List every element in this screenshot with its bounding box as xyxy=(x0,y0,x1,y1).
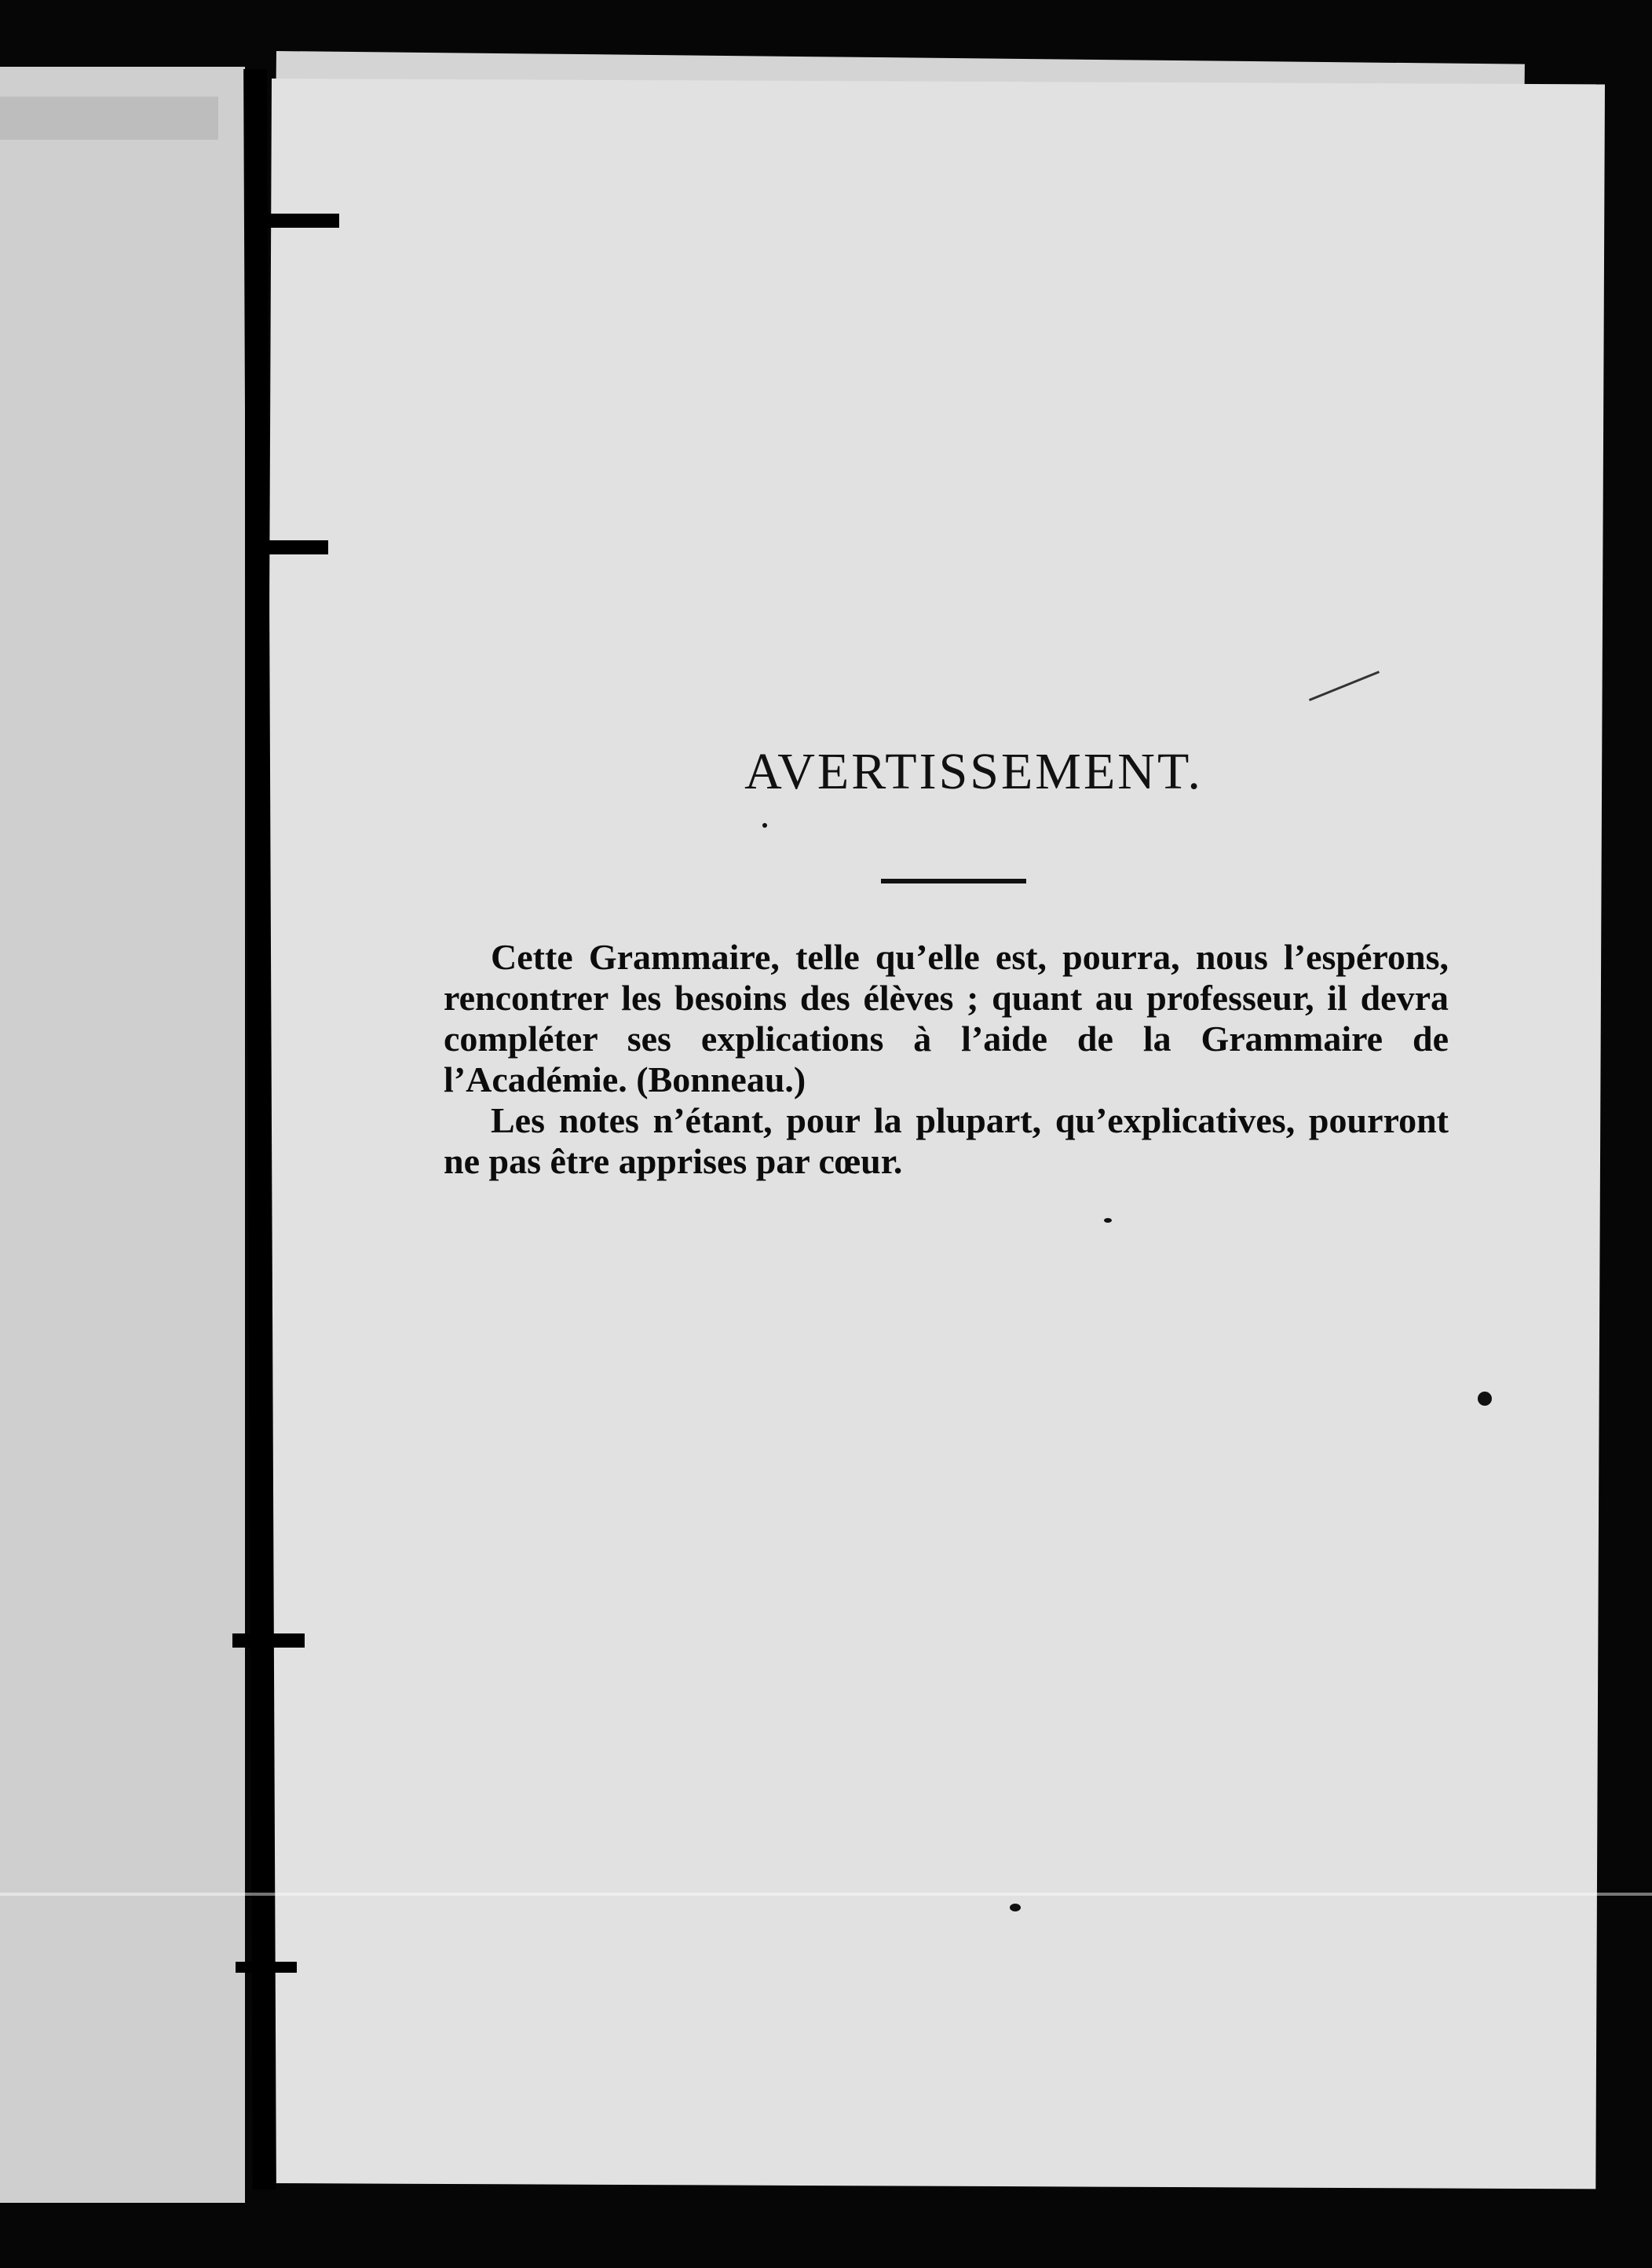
binding-stitch xyxy=(258,214,339,228)
ink-speck xyxy=(762,823,767,828)
binding-stitch xyxy=(232,1633,305,1648)
scan-crease xyxy=(0,1893,1652,1896)
paragraph: Les notes n’étant, pour la plupart, qu’explicatives, pourront ne pas être apprises par cœur. xyxy=(444,1100,1449,1181)
page-title: AVERTISSEMENT. xyxy=(744,743,1203,800)
binding-stitch xyxy=(253,540,328,554)
paragraph: Cette Grammaire, telle qu’elle est, pourra, nous l’espérons, rencontrer les besoins des élèves ; quant au professeur, il devra compléter ses explications à l’aide de la Grammaire de l’Académie. (Bonneau.) xyxy=(444,937,1449,1099)
left-page-edge xyxy=(0,97,218,140)
ink-speck xyxy=(1478,1392,1492,1406)
title-rule xyxy=(881,879,1026,883)
ink-speck xyxy=(1104,1218,1112,1223)
left-facing-page xyxy=(0,67,245,2203)
ink-speck xyxy=(1010,1904,1021,1911)
notice-text xyxy=(444,937,1449,1182)
binding-stitch xyxy=(236,1962,297,1973)
